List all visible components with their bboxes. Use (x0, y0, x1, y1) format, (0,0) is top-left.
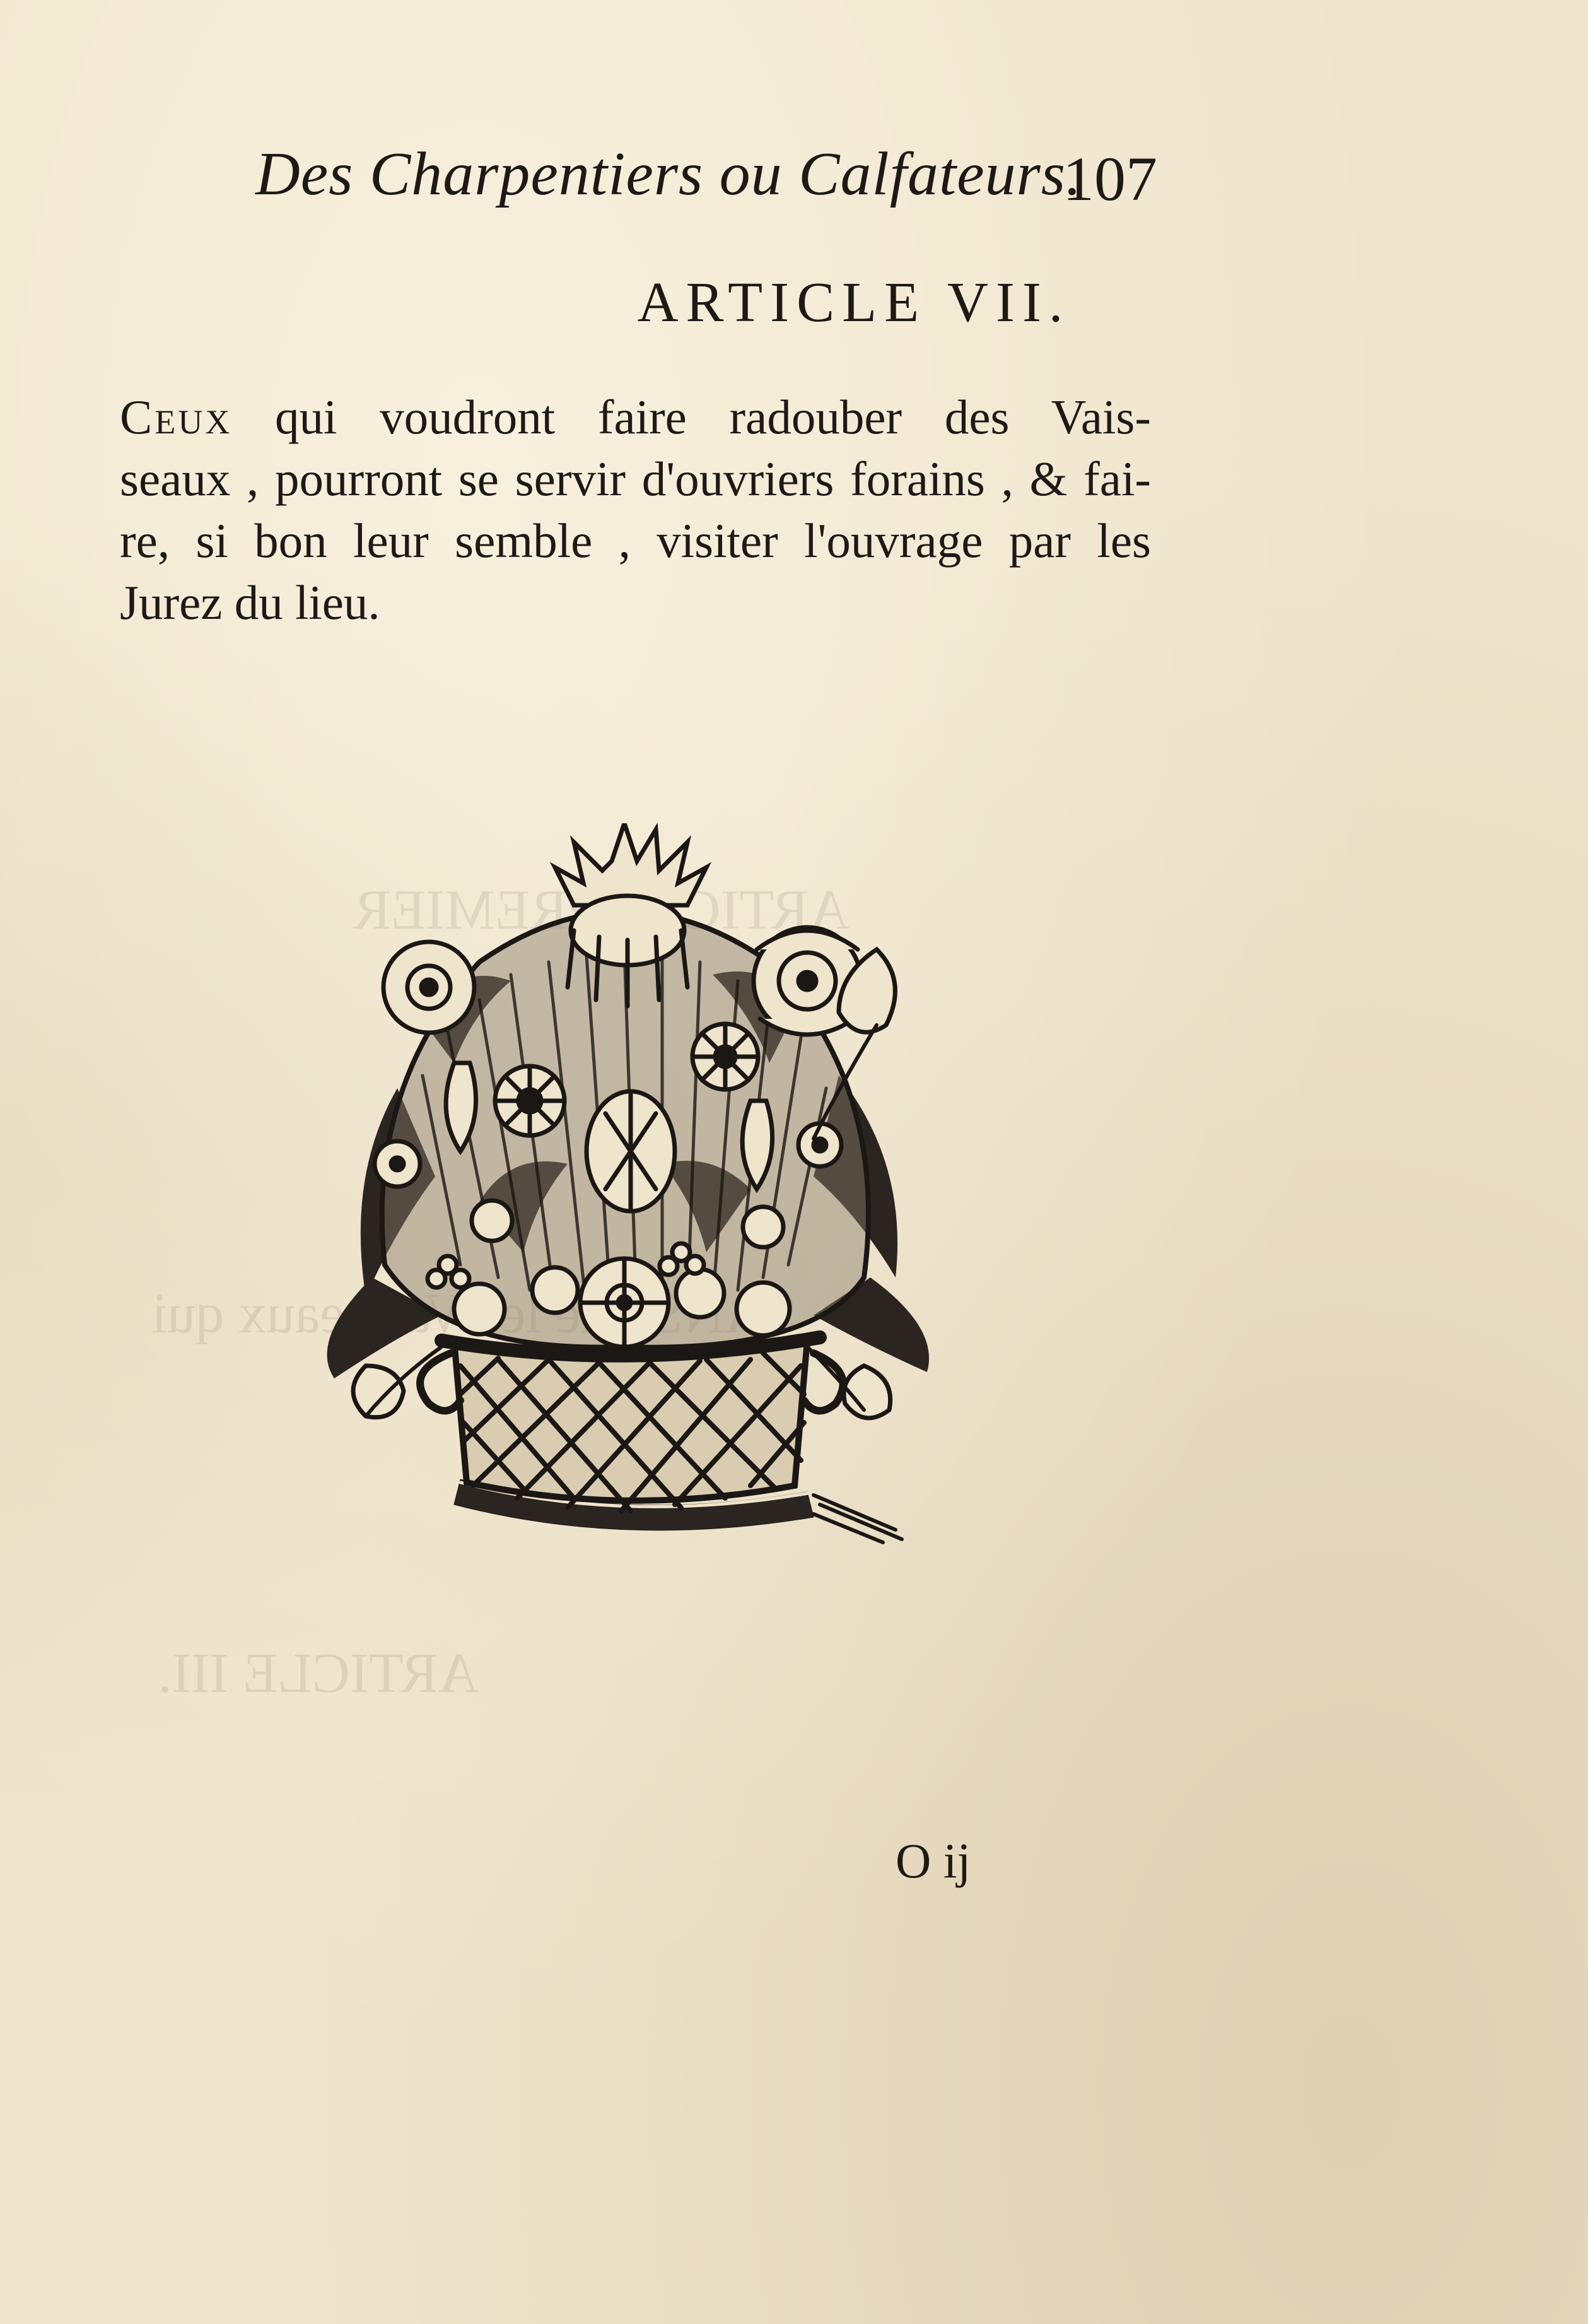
running-title: Des Charpentiers ou Calfateurs. (255, 140, 1082, 208)
paragraph-line-4: Jurez du lieu. (120, 575, 380, 630)
article-heading: ARTICLE VII. (637, 271, 1071, 334)
basket-of-flowers-icon (271, 823, 971, 1580)
signature-mark: O ij (896, 1833, 971, 1888)
show-through-decoration: ARTICLE PREMIER (353, 879, 850, 941)
page-number: 107 (1063, 144, 1157, 214)
paragraph-line-3: re, si bon leur semble , visiter l'ouvrage par les (120, 514, 1151, 568)
article-paragraph (120, 386, 1151, 633)
show-through-decoration: SANS les qui (151, 1282, 797, 1345)
paragraph-line-1 (120, 386, 1151, 448)
paragraph-line-2: seaux , pourront se servir d'ouvriers forains , & fai- (120, 452, 1151, 506)
show-through-decoration: ARTICLE III. (158, 1642, 479, 1705)
paragraph-lead-in: Ceux (120, 390, 233, 444)
running-head (255, 139, 1157, 214)
paragraph-line-1-text: qui voudront faire radouber des Vais- (275, 390, 1152, 444)
